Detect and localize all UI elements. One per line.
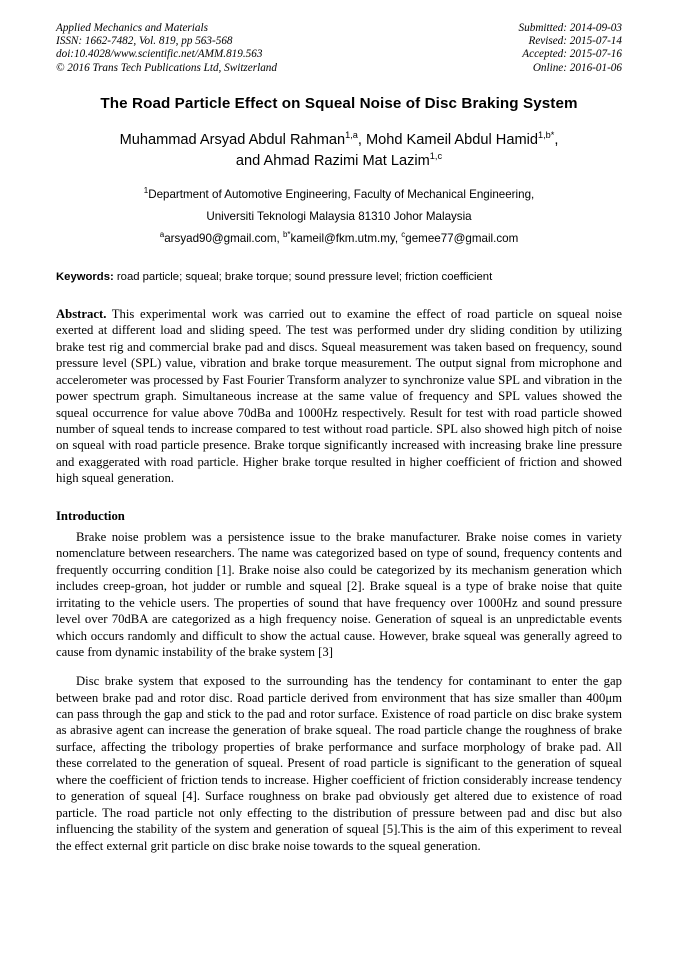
- masthead-journal-info: [56, 22, 277, 75]
- masthead: [56, 0, 622, 75]
- affiliation-department: Department of Automotive Engineering, Faculty of Mechanical Engineering,: [148, 187, 535, 201]
- affiliation-marker: 1: [143, 185, 149, 195]
- keywords-label: Keywords:: [56, 270, 114, 283]
- section-heading-introduction: Introduction: [56, 508, 125, 523]
- introduction-paragraph-2: Disc brake system that exposed to the surrounding has the tendency for contaminant to enter the gap between brake pad and rotor disc. Road particle derived from environment that has size smaller than 400μm can pass through the gap and stick to the pad and rotor surface. Existence of road particle on disc brake system as abrasive agent can increase the generation of brake squeal. The road particle change the roughness of brake surface, affecting the tribology properties of brake performance and surface morphology of brake pad. All these correlated to the generation of squeal. Present of road particle is significant to the generation of squeal where the coefficient of friction tends to increase. Higher coefficient of friction considerably increase tendency to generation of squeal [4]. Surface roughness on brake pad obviously get altered due to existence of road particle. The road particle not only effecting to the distribution of pressure between pad and disc but also influencing the stability of the system and generation of squeal [5].This is the aim of this experiment to reveal the effect external grit particle on disc brake noise towards to the squeal generation.: [56, 674, 622, 853]
- author-name-1: Muhammad Arsyad Abdul Rahman: [119, 131, 346, 148]
- affiliation-line-2: Universiti Teknologi Malaysia 81310 Johor Malaysia: [206, 209, 472, 223]
- email-marker-c: c: [401, 229, 406, 239]
- author-separator-2: ,: [554, 131, 559, 148]
- author-name-3: Ahmad Razimi Mat Lazim: [263, 152, 430, 169]
- affiliation-line-1: [56, 184, 622, 206]
- author-conjunction: and: [235, 152, 264, 169]
- masthead-dates: [519, 22, 622, 75]
- journal-name: Applied Mechanics and Materials: [56, 22, 208, 34]
- online-date: Online: 2016-01-06: [532, 61, 622, 74]
- doi: doi:10.4028/www.scientific.net/AMM.819.563: [56, 48, 263, 61]
- author-list: [56, 130, 622, 172]
- paper-page: [56, 0, 622, 867]
- abstract-label: Abstract.: [56, 306, 107, 321]
- keywords-value: road particle; squeal; brake torque; sound pressure level; friction coefficient: [113, 270, 493, 283]
- affiliation-block: [56, 184, 622, 228]
- author-line-2: [56, 151, 622, 172]
- email-address-a[interactable]: arsyad90@gmail.com,: [164, 231, 283, 245]
- email-address-b[interactable]: kameil@fkm.utm.my,: [290, 231, 402, 245]
- page-title: The Road Particle Effect on Squeal Noise of Disc Braking System: [100, 94, 578, 112]
- author-affiliation-marker-1: 1,a: [345, 129, 358, 140]
- author-name-2: Mohd Kameil Abdul Hamid: [366, 131, 538, 148]
- accepted-date: Accepted: 2015-07-16: [522, 48, 622, 61]
- email-block: [56, 228, 622, 250]
- copyright: © 2016 Trans Tech Publications Ltd, Switzerland: [56, 61, 277, 74]
- keywords-line: [56, 270, 622, 285]
- abstract-section: [56, 306, 622, 487]
- revised-date: Revised: 2015-07-14: [528, 35, 622, 48]
- author-affiliation-marker-2: 1,b*: [537, 129, 555, 140]
- submitted-date: Submitted: 2014-09-03: [518, 22, 622, 34]
- author-separator-1: ,: [357, 131, 366, 148]
- email-marker-a: a: [159, 229, 165, 239]
- author-line-1: [56, 130, 622, 151]
- email-address-c[interactable]: gemee77@gmail.com: [405, 231, 519, 245]
- email-marker-b: b*: [282, 229, 291, 239]
- introduction-paragraph-1: Brake noise problem was a persistence issue to the brake manufacturer. Brake noise comes in variety nomenclature between researchers. The name was categorized based on type of sound, frequency contents and frequently occurring condition [1]. Brake noise also could be categorized by its mechanism generation which includes creep-groan, hot judder or rumble and squeal [2]. Brake squeal is a type of brake noise that quite irritating to the vehicle users. The properties of sound that have frequency over 1000Hz and sound pressure level over 70dBA are categorized as a high frequency noise. Generation of squeal is an unpredictable events which occurs randomly and difficult to show the actual cause. However, brake squeal was generally agreed to cause from dynamic instability of the brake system [3]: [56, 529, 622, 659]
- abstract-text: This experimental work was carried out to examine the effect of road particle on squeal noise exerted at different load and sliding speed. The test was performed under dry sliding condition by utilizing brake test rig and commercial brake pad and discs. Squeal measurement was taken based on frequency, sound pressure level (SPL) value, vibration and brake torque measurement. The output signal from microphone and accelerometer was processed by Fast Fourier Transform analyzer to synchronize value SPL and vibration in the power spectrum graph. Simultaneous increase at the same value of frequency and SPL values showed the squeal occurrence for value above 70dBa and 1000Hz respectively. Result for test with road particle showed number of squeal tends to increase compared to test without road particle. SPL also showed high pitch of noise on squeal with road particle presence. Brake torque significantly increased with increasing brake line pressure and exaggerated with road particle. Higher brake torque resulted in higher coefficient of friction and showed high squeal generation.: [56, 306, 622, 486]
- issn-volume-pages: ISSN: 1662-7482, Vol. 819, pp 563-568: [56, 35, 233, 48]
- author-affiliation-marker-3: 1,c: [429, 150, 443, 161]
